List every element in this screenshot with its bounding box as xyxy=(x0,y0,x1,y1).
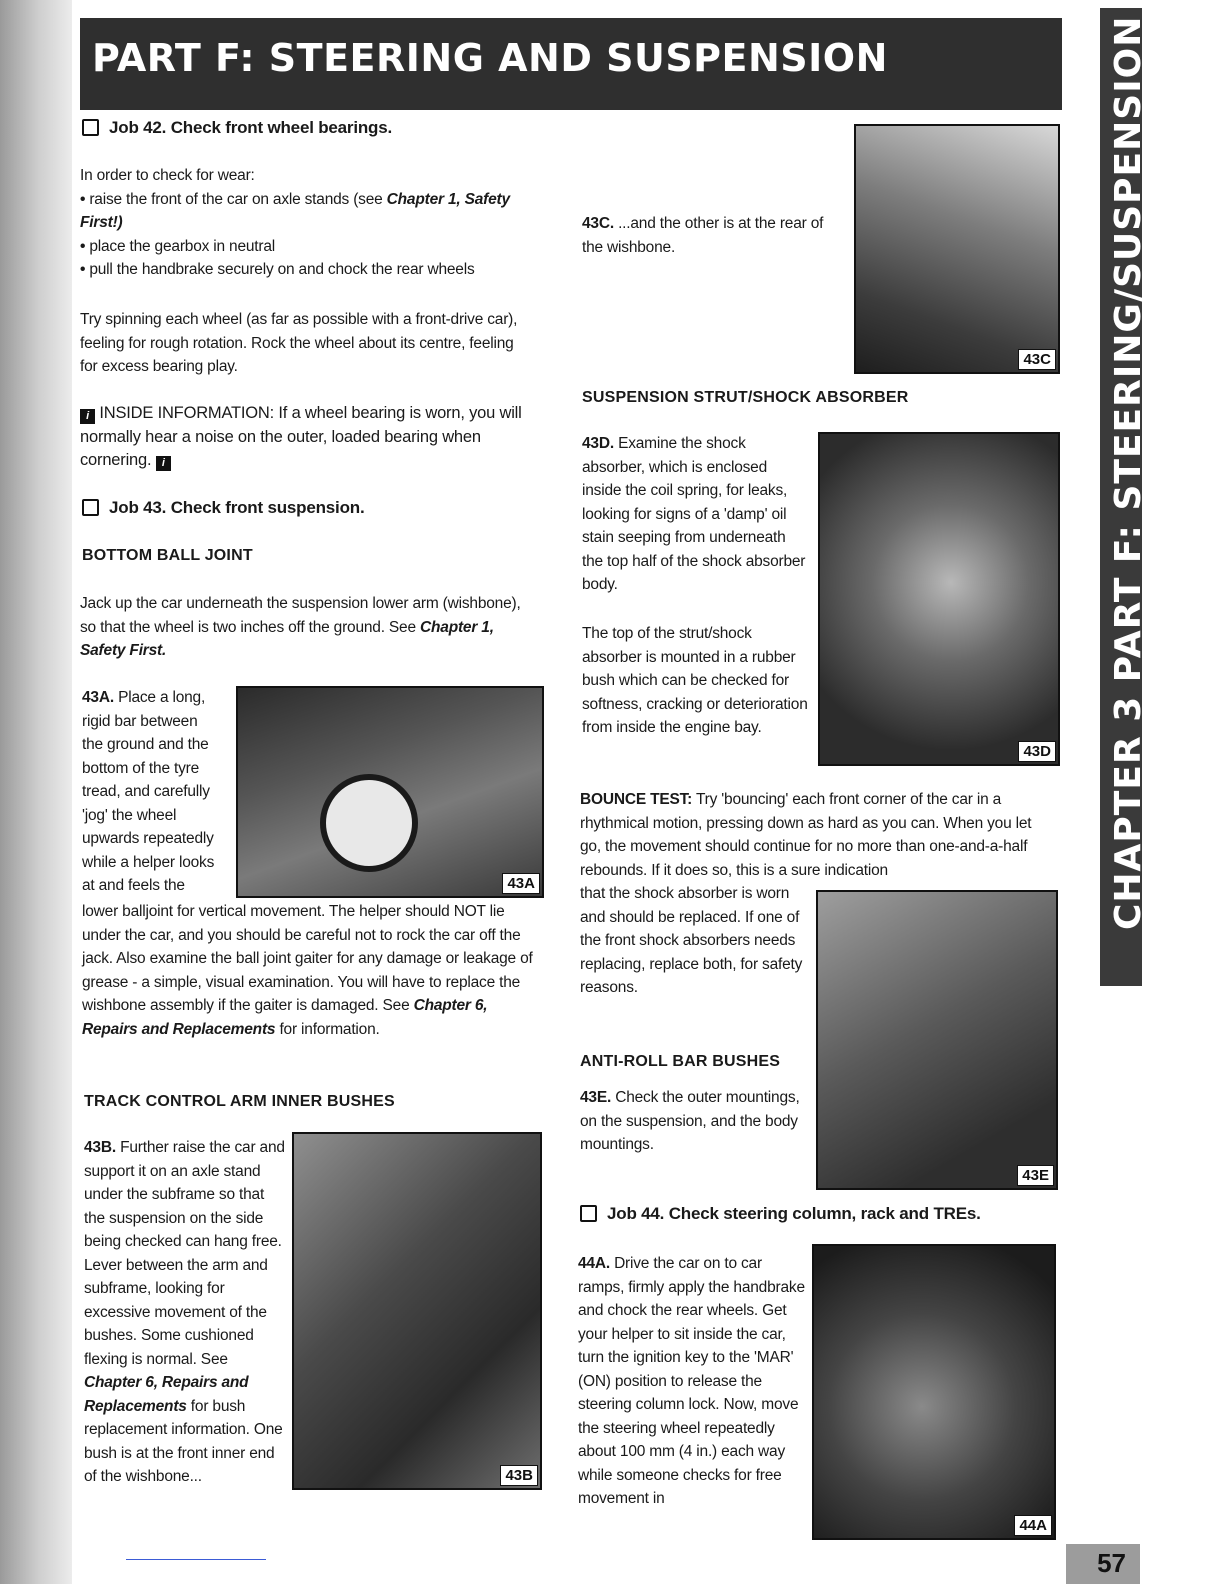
strut-paragraph: The top of the strut/shock absorber is mounted in a rubber bush which can be checked for softness, cracking or deterioration from inside the engine bay. xyxy=(582,625,808,736)
strut-heading: SUSPENSION STRUT/SHOCK ABSORBER xyxy=(582,389,909,406)
job-43-title xyxy=(82,496,542,520)
step-43c-text xyxy=(582,212,846,259)
job-42-checklist xyxy=(80,164,540,282)
inside-information-text: INSIDE INFORMATION: If a wheel bearing is worn, you will normally hear a noise on the outer, loaded bearing when cornering. xyxy=(80,404,522,469)
step-43a-continued xyxy=(82,900,538,1041)
step-43e-body: Check the outer mountings, on the suspension, and the body mountings. xyxy=(580,1089,800,1153)
job-42-paragraph: Try spinning each wheel (as far as possible with a front-drive car), feeling for rough rotation. Rock the wheel about its centre, feeling for excess bearing play. xyxy=(80,311,518,375)
step-43a-text xyxy=(82,686,222,898)
photo-43e-label: 43E xyxy=(1017,1165,1054,1186)
job-44-title xyxy=(580,1202,1060,1226)
job-42-bullet-2: • place the gearbox in neutral xyxy=(80,235,540,259)
step-43c-body: ...and the other is at the rear of the wishbone. xyxy=(582,215,824,256)
step-43b-body: Further raise the car and support it on an axle stand under the subframe so that the suspension on the side being checked can hang free. Lever between the arm and subframe, looking for excessive movement of the bushes. Some cushioned flexing is normal. See xyxy=(84,1139,285,1368)
footer-link-line xyxy=(126,1559,266,1560)
job-42-intro: In order to check for wear: xyxy=(80,167,255,184)
photo-44a xyxy=(812,1244,1056,1540)
bottom-ball-joint-heading: BOTTOM BALL JOINT xyxy=(82,547,253,564)
wheel-trim-icon xyxy=(320,774,418,872)
step-43b-text xyxy=(84,1136,288,1489)
bounce-test-text: Try 'bouncing' each front corner of the car in a rhythmical motion, pressing down as hard as you can. When you let go, the movement should continue for no more than one-and-a-half rebounds. If it does so, this is a sure indication xyxy=(580,791,1032,879)
binding-gutter-shadow xyxy=(0,0,72,1584)
inside-information xyxy=(80,402,546,473)
photo-43d-label: 43D xyxy=(1018,741,1056,762)
step-43b-end: for bush replacement information. One bush is at the front inner end of the wishbone... xyxy=(84,1397,283,1485)
bounce-test-continued: that the shock absorber is worn and should be replaced. If one of the front shock absorbers needs replacing, replace both, for safety reasons. xyxy=(580,885,803,996)
bottom-ball-joint-paragraph xyxy=(80,592,528,663)
step-43a-ref: Chapter 6, Repairs and Replacements xyxy=(82,997,488,1038)
photo-43a xyxy=(236,686,544,898)
bounce-test-label: BOUNCE TEST: xyxy=(580,791,693,808)
job-42-bullet-1 xyxy=(80,188,540,235)
track-control-heading: TRACK CONTROL ARM INNER BUSHES xyxy=(84,1093,395,1110)
step-43b-label: 43B. xyxy=(84,1139,116,1156)
photo-43b-label: 43B xyxy=(500,1465,538,1486)
step-43a-end: for information. xyxy=(275,1020,380,1038)
bottom-ball-joint-text: Jack up the car underneath the suspension lower arm (wishbone), so that the wheel is two inches off the ground. See xyxy=(80,595,521,636)
photo-43c-label: 43C xyxy=(1018,349,1056,370)
job-42-title-text: Job 42. Check front wheel bearings. xyxy=(109,118,393,137)
checkbox-icon xyxy=(82,499,99,516)
chapter-side-tab-text: CHAPTER 3 PART F: STEERING/SUSPENSION xyxy=(1108,15,1149,930)
step-43a-body: Place a long, rigid bar between the ground and the bottom of the tyre tread, and carefully 'jog' the wheel upwards repeatedly while a helper looks at and feels the xyxy=(82,689,215,894)
job-42-bullet-1-ref: Chapter 1, Safety First!) xyxy=(80,190,510,231)
page-number-tab xyxy=(1066,1544,1140,1584)
job-42-bullet-1-text: raise the front of the car on axle stands (see xyxy=(89,190,387,208)
step-44a-label: 44A. xyxy=(578,1255,610,1272)
checkbox-icon xyxy=(82,119,99,136)
photo-43b xyxy=(292,1132,542,1490)
checkbox-icon xyxy=(580,1205,597,1222)
page-number: 57 xyxy=(1097,1548,1126,1578)
step-43a-cont-text: lower balljoint for vertical movement. The helper should NOT lie under the car, and you should be careful not to rock the car off the jack. Also examine the ball joint gaiter for any damage or leakage of grease - a simple, visual examination. You will have to replace the wishbone assembly if the gaiter is damaged. See xyxy=(82,903,533,1014)
job-42-title xyxy=(82,116,542,140)
photo-44a-label: 44A xyxy=(1014,1515,1052,1536)
step-43d-text xyxy=(582,432,810,597)
step-44a-text xyxy=(578,1252,808,1511)
photo-43a-label: 43A xyxy=(502,873,540,894)
step-43c-label: 43C. xyxy=(582,215,614,232)
job-42-bullet-3: • pull the handbrake securely on and chock the rear wheels xyxy=(80,258,540,282)
step-43d-body: Examine the shock absorber, which is enclosed inside the coil spring, for leaks, looking for signs of a 'damp' oil stain seeping from underneath the top half of the shock absorber body. xyxy=(582,435,806,593)
photo-43e xyxy=(816,890,1058,1190)
step-43e-text xyxy=(580,1086,800,1157)
info-end-icon: i xyxy=(156,456,171,471)
job-43-title-text: Job 43. Check front suspension. xyxy=(109,498,365,517)
step-43a-label: 43A. xyxy=(82,689,114,706)
bottom-ball-joint-ref: Chapter 1, Safety First. xyxy=(80,618,494,659)
photo-43d xyxy=(818,432,1060,766)
bounce-test-paragraph xyxy=(580,788,1056,882)
job-44-title-text: Job 44. Check steering column, rack and TREs. xyxy=(607,1204,981,1223)
photo-43c xyxy=(854,124,1060,374)
step-43e-label: 43E. xyxy=(580,1089,612,1106)
anti-roll-heading: ANTI-ROLL BAR BUSHES xyxy=(580,1053,781,1070)
step-43b-ref: Chapter 6, Repairs and Replacements xyxy=(84,1374,249,1415)
page-title: PART F: STEERING AND SUSPENSION xyxy=(92,36,888,80)
step-43d-label: 43D. xyxy=(582,435,614,452)
info-icon: i xyxy=(80,409,95,424)
step-44a-body: Drive the car on to car ramps, firmly apply the handbrake and chock the rear wheels. Get your helper to sit inside the car, turn the ignition key to the 'MAR' (ON) position to release the steering column lock. Now, move the steering wheel repeatedly about 100 mm (4 in.) each way while someone checks for free movement in xyxy=(578,1255,805,1507)
